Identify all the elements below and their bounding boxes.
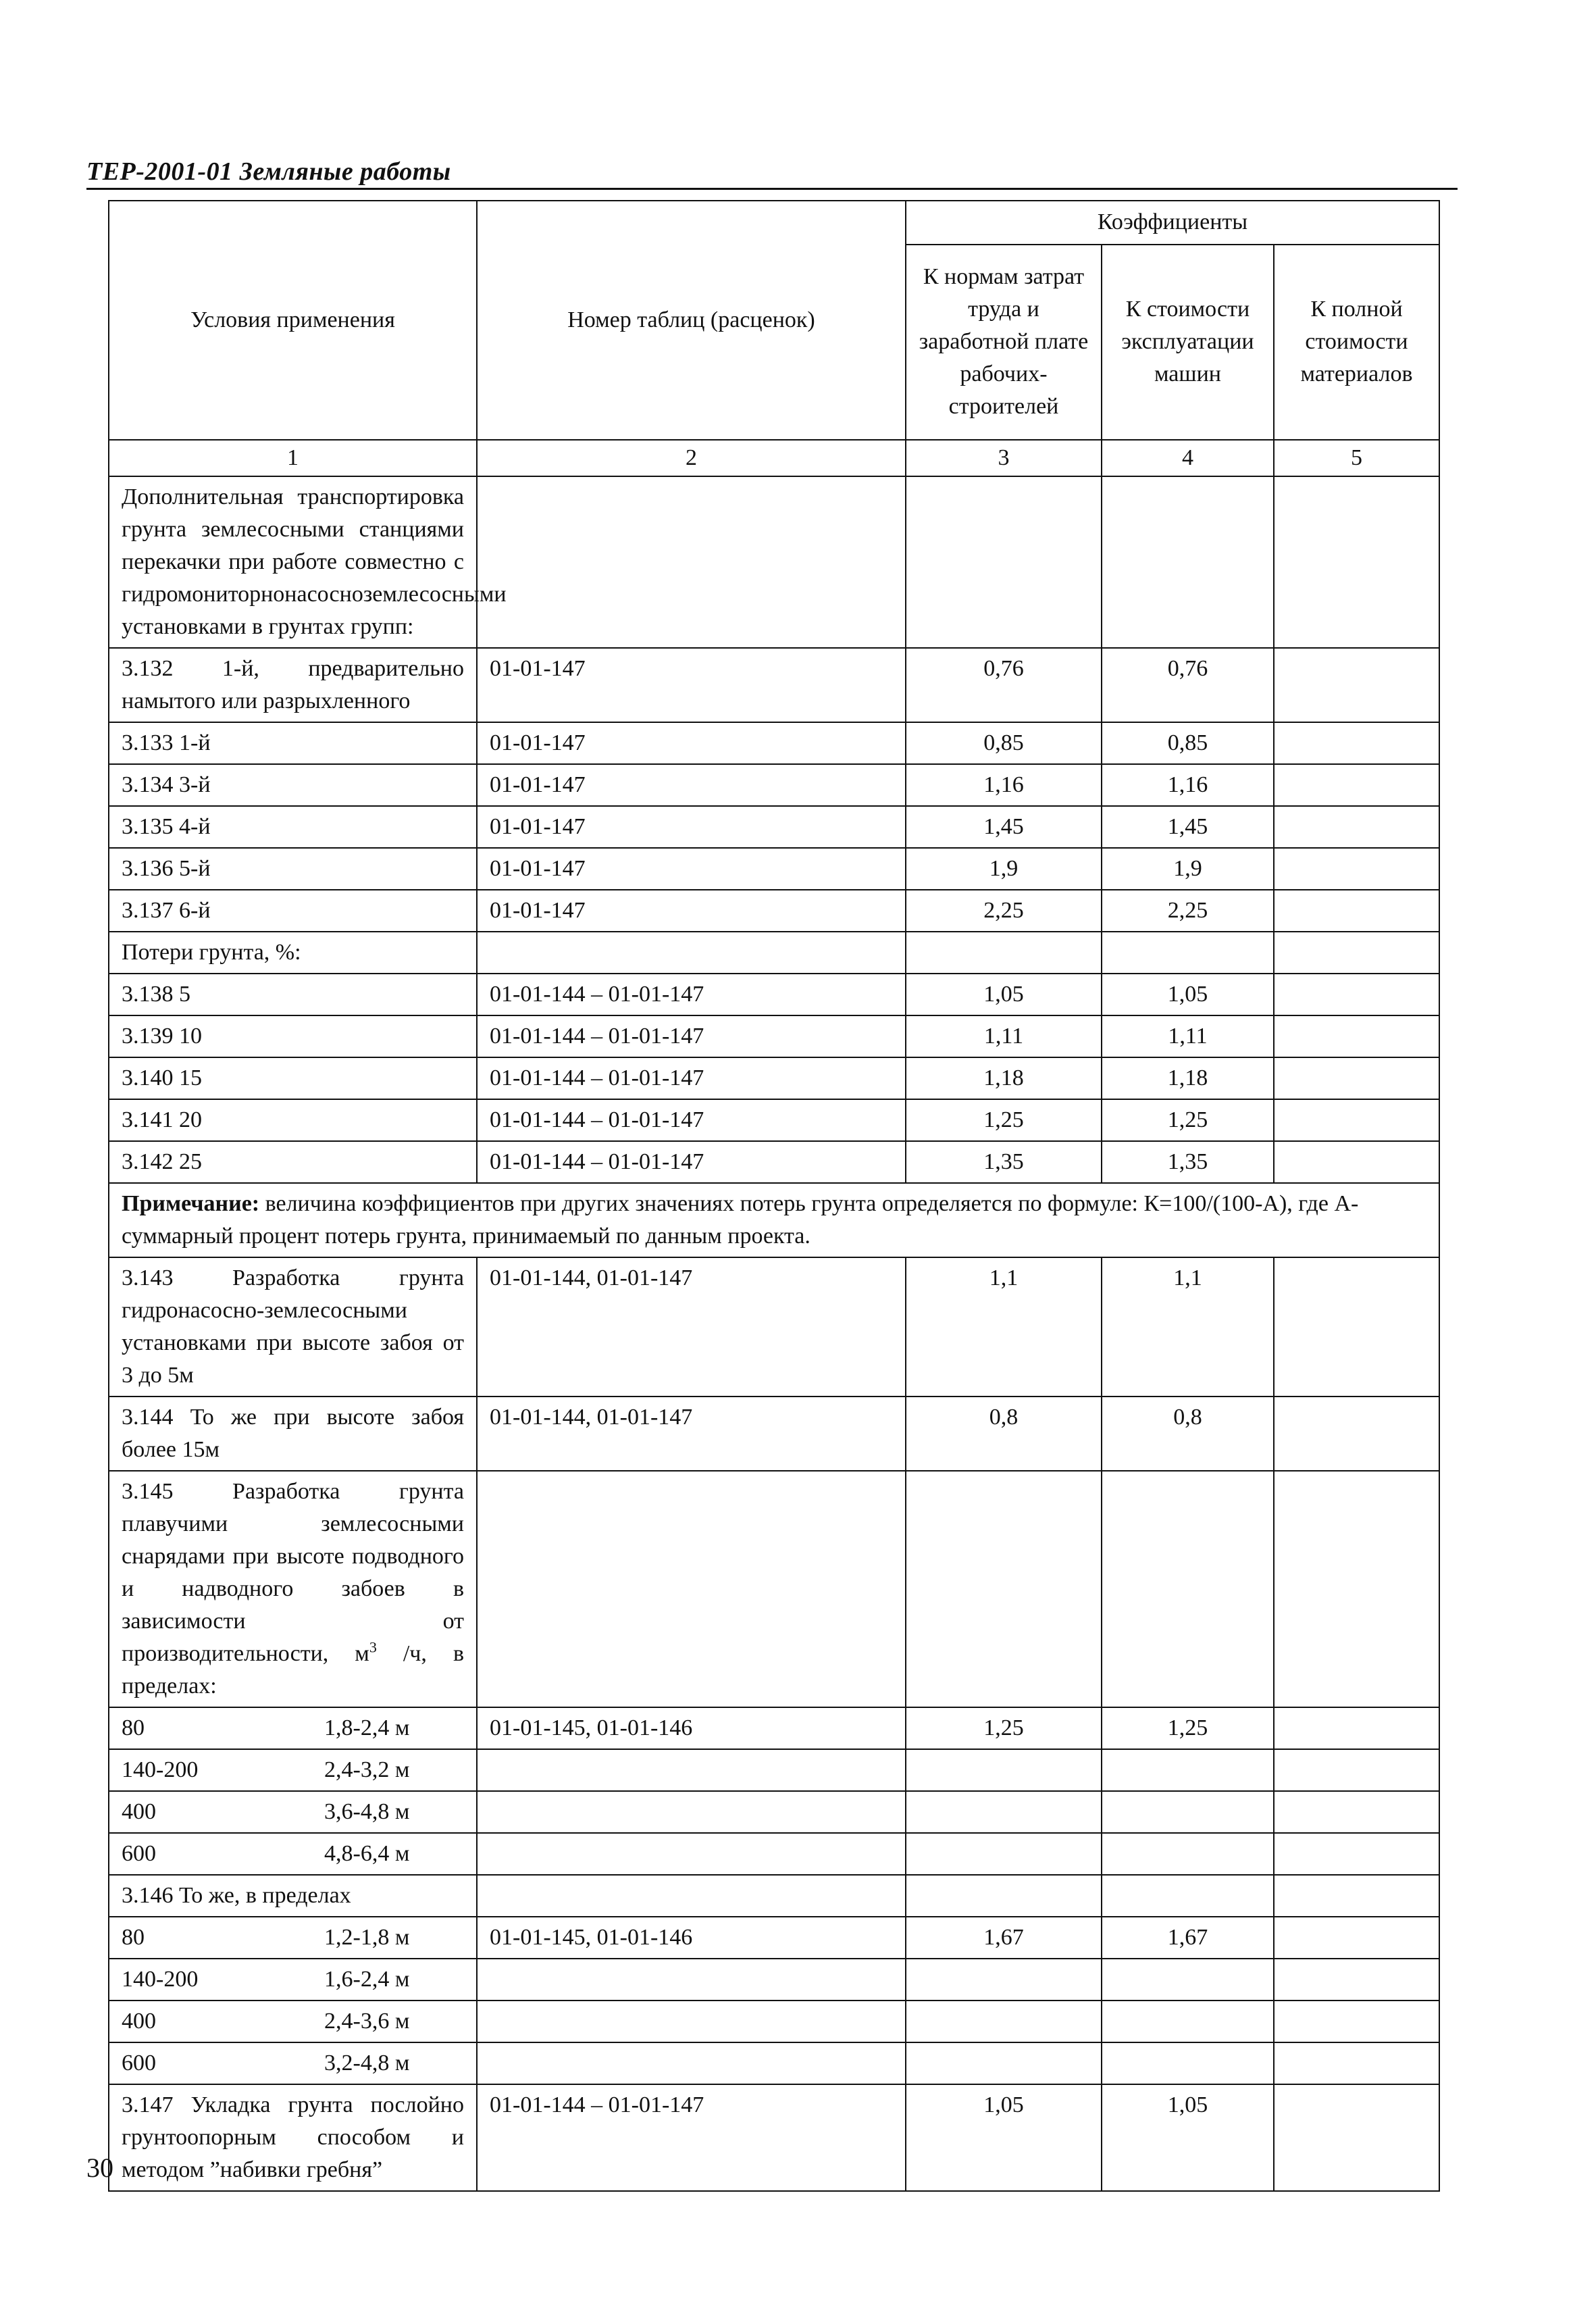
col-number: 5 [1274,440,1439,476]
table-number-cell: 01-01-144, 01-01-147 [477,1257,906,1397]
table-row [109,2084,1439,2191]
table-number-cell [477,932,906,974]
labor-coef-cell: 1,16 [906,764,1102,806]
table-row [109,974,1439,1015]
table-number-cell: 01-01-144 – 01-01-147 [477,1015,906,1057]
table-number-cell: 01-01-147 [477,764,906,806]
material-coef-cell [1274,1471,1439,1707]
height-range: 3,2-4,8 м [324,2051,410,2076]
machine-coef-cell: 1,11 [1102,1015,1274,1057]
condition-cell: Дополнительная транспортировка грунта землесосными станциями перекачки при работе совместно с гидромониторнонасосноземлесосными установками в грунтах групп: [109,476,477,648]
condition-cell [109,1791,477,1833]
material-coef-cell [1274,848,1439,890]
machine-coef-cell [1102,1959,1274,2001]
capacity-value: 400 [122,1799,156,1824]
header-row-top [109,201,1439,245]
table-row [109,1015,1439,1057]
machine-coef-cell: 1,05 [1102,2084,1274,2191]
material-coef-cell [1274,476,1439,648]
labor-coef-cell: 1,1 [906,1257,1102,1397]
table-number-cell [477,2001,906,2042]
table-number-cell: 01-01-144 – 01-01-147 [477,1099,906,1141]
capacity-value: 80 [122,1925,145,1950]
table-number-cell [477,1791,906,1833]
machine-coef-cell: 1,16 [1102,764,1274,806]
labor-coef-cell: 1,11 [906,1015,1102,1057]
note-row-cell [109,1183,1439,1257]
height-range: 3,6-4,8 м [324,1799,410,1824]
capacity-value: 140-200 [122,1967,199,1992]
table-row [109,2042,1439,2084]
labor-coef-cell: 1,05 [906,974,1102,1015]
condition-cell: 3.132 1-й, предварительно намытого или разрыхленного [109,648,477,722]
note-row [109,1183,1439,1257]
labor-coef-cell: 2,25 [906,890,1102,932]
condition-cell: 3.144 То же при высоте забоя более 15м [109,1397,477,1471]
table-number-cell: 01-01-144 – 01-01-147 [477,2084,906,2191]
condition-cell: 3.139 10 [109,1015,477,1057]
table-number-cell: 01-01-147 [477,848,906,890]
header-labor: К нормам затрат труда и заработной плате рабочих-строителей [906,245,1102,440]
machine-coef-cell [1102,932,1274,974]
table-number-cell: 01-01-147 [477,890,906,932]
coefficients-table [108,200,1440,2192]
labor-coef-cell: 1,35 [906,1141,1102,1183]
height-range: 2,4-3,2 м [324,1757,410,1782]
page-number: 30 [86,2153,113,2183]
machine-coef-cell: 0,76 [1102,648,1274,722]
condition-cell: 3.133 1-й [109,722,477,764]
note-label: Примечание: [122,1191,260,1216]
table-number-cell: 01-01-147 [477,722,906,764]
table-row [109,1749,1439,1791]
material-coef-cell [1274,1057,1439,1099]
table-row [109,2001,1439,2042]
machine-coef-cell: 1,35 [1102,1141,1274,1183]
condition-cell: Потери грунта, %: [109,932,477,974]
material-coef-cell [1274,2001,1439,2042]
machine-coef-cell [1102,1749,1274,1791]
material-coef-cell [1274,1959,1439,2001]
material-coef-cell [1274,1257,1439,1397]
labor-coef-cell [906,476,1102,648]
condition-cell [109,1833,477,1875]
table-row [109,648,1439,722]
height-range: 1,8-2,4 м [324,1715,410,1740]
height-range: 2,4-3,6 м [324,2009,410,2034]
table-number-cell [477,1749,906,1791]
table-row [109,890,1439,932]
material-coef-cell [1274,2084,1439,2191]
machine-coef-cell: 1,25 [1102,1099,1274,1141]
condition-cell [109,1707,477,1749]
table-number-cell [477,476,906,648]
condition-cell [109,1749,477,1791]
material-coef-cell [1274,1707,1439,1749]
table-number-cell [477,2042,906,2084]
labor-coef-cell [906,1959,1102,2001]
material-coef-cell [1274,974,1439,1015]
labor-coef-cell: 1,9 [906,848,1102,890]
machine-coef-cell: 0,8 [1102,1397,1274,1471]
capacity-value: 600 [122,1841,156,1866]
labor-coef-cell [906,932,1102,974]
table-row [109,1917,1439,1959]
header-table-number: Номер таблиц (расценок) [477,201,906,440]
machine-coef-cell: 1,05 [1102,974,1274,1015]
condition-cell: 3.138 5 [109,974,477,1015]
material-coef-cell [1274,2042,1439,2084]
height-range: 1,2-1,8 м [324,1925,410,1950]
table-number-cell [477,1959,906,2001]
material-coef-cell [1274,764,1439,806]
machine-coef-cell [1102,476,1274,648]
capacity-value: 400 [122,2009,156,2034]
condition-cell [109,1471,477,1707]
table-body [109,201,1439,2191]
material-coef-cell [1274,1099,1439,1141]
machine-coef-cell [1102,2042,1274,2084]
material-coef-cell [1274,1791,1439,1833]
header-coefficients: Коэффициенты [906,201,1439,245]
table-row [109,1057,1439,1099]
table-row [109,1833,1439,1875]
row-3145-text-b: /ч, в пределах: [122,1641,465,1699]
condition-cell [109,2001,477,2042]
material-coef-cell [1274,806,1439,848]
machine-coef-cell [1102,1471,1274,1707]
material-coef-cell [1274,1749,1439,1791]
labor-coef-cell [906,1791,1102,1833]
table-row [109,1257,1439,1397]
table-number-cell: 01-01-147 [477,806,906,848]
labor-coef-cell: 0,76 [906,648,1102,722]
condition-cell: 3.137 6-й [109,890,477,932]
condition-cell [109,2042,477,2084]
machine-coef-cell [1102,1791,1274,1833]
condition-cell: 3.134 3-й [109,764,477,806]
table-row [109,1099,1439,1141]
table-row [109,806,1439,848]
table-row [109,722,1439,764]
table-number-cell: 01-01-147 [477,648,906,722]
machine-coef-cell [1102,1833,1274,1875]
condition-cell: 3.136 5-й [109,848,477,890]
col-number: 3 [906,440,1102,476]
row-3145-superscript: 3 [369,1638,377,1656]
labor-coef-cell [906,1471,1102,1707]
col-number: 1 [109,440,477,476]
labor-coef-cell: 1,45 [906,806,1102,848]
material-coef-cell [1274,890,1439,932]
machine-coef-cell: 1,1 [1102,1257,1274,1397]
labor-coef-cell: 1,05 [906,2084,1102,2191]
machine-coef-cell: 1,67 [1102,1917,1274,1959]
material-coef-cell [1274,1141,1439,1183]
table-row [109,1875,1439,1917]
height-range: 1,6-2,4 м [324,1967,410,1992]
header-machines: К стоимости эксплуатации машин [1102,245,1274,440]
condition-cell: 3.146 То же, в пределах [109,1875,477,1917]
machine-coef-cell: 1,45 [1102,806,1274,848]
machine-coef-cell: 1,18 [1102,1057,1274,1099]
document-title: ТЕР-2001-01 Земляные работы [86,157,451,186]
capacity-value: 80 [122,1715,145,1740]
labor-coef-cell: 1,25 [906,1099,1102,1141]
column-number-row [109,440,1439,476]
col-number: 2 [477,440,906,476]
table-number-cell [477,1833,906,1875]
material-coef-cell [1274,648,1439,722]
table-row [109,848,1439,890]
capacity-value: 600 [122,2051,156,2076]
table-row [109,1141,1439,1183]
condition-cell: 3.143 Разработка грунта гидронасосно-землесосными установками при высоте забоя от 3 до 5м [109,1257,477,1397]
table-number-cell: 01-01-144 – 01-01-147 [477,1057,906,1099]
labor-coef-cell: 0,85 [906,722,1102,764]
condition-cell: 3.140 15 [109,1057,477,1099]
table-row [109,1791,1439,1833]
condition-cell: 3.135 4-й [109,806,477,848]
row-3145-text-a: 3.145 Разработка грунта плавучими землесосными снарядами при высоте подводного и надводного забоев в зависимости от производительности, м [122,1479,464,1666]
material-coef-cell [1274,1917,1439,1959]
page-header [86,154,1458,190]
material-coef-cell [1274,1397,1439,1471]
table-number-cell: 01-01-144 – 01-01-147 [477,974,906,1015]
labor-coef-cell [906,2001,1102,2042]
table-number-cell: 01-01-144, 01-01-147 [477,1397,906,1471]
labor-coef-cell [906,1833,1102,1875]
machine-coef-cell: 0,85 [1102,722,1274,764]
table-number-cell [477,1471,906,1707]
height-range: 4,8-6,4 м [324,1841,410,1866]
capacity-value: 140-200 [122,1757,199,1782]
header-materials: К полной стоимости материалов [1274,245,1439,440]
table-number-cell [477,1875,906,1917]
labor-coef-cell [906,1875,1102,1917]
table-row [109,1959,1439,2001]
condition-cell: 3.142 25 [109,1141,477,1183]
material-coef-cell [1274,1015,1439,1057]
machine-coef-cell [1102,1875,1274,1917]
header-conditions: Условия применения [109,201,477,440]
condition-cell [109,1917,477,1959]
labor-coef-cell: 0,8 [906,1397,1102,1471]
material-coef-cell [1274,722,1439,764]
table-row [109,476,1439,648]
table-number-cell: 01-01-145, 01-01-146 [477,1707,906,1749]
condition-cell [109,1959,477,2001]
machine-coef-cell: 2,25 [1102,890,1274,932]
machine-coef-cell: 1,9 [1102,848,1274,890]
material-coef-cell [1274,932,1439,974]
labor-coef-cell: 1,25 [906,1707,1102,1749]
labor-coef-cell [906,2042,1102,2084]
col-number: 4 [1102,440,1274,476]
condition-cell: 3.147 Укладка грунта послойно грунтоопорным способом и методом ”набивки гребня” [109,2084,477,2191]
condition-cell: 3.141 20 [109,1099,477,1141]
labor-coef-cell: 1,67 [906,1917,1102,1959]
machine-coef-cell [1102,2001,1274,2042]
machine-coef-cell: 1,25 [1102,1707,1274,1749]
table-row [109,932,1439,974]
labor-coef-cell [906,1749,1102,1791]
labor-coef-cell: 1,18 [906,1057,1102,1099]
table-row [109,1397,1439,1471]
table-number-cell: 01-01-144 – 01-01-147 [477,1141,906,1183]
table-row [109,1471,1439,1707]
note-text: величина коэффициентов при других значениях потерь грунта определяется по формуле: К=100/(100-А), где А-суммарный процент потерь грунта, принимаемый по данным проекта. [122,1191,1359,1249]
table-row [109,764,1439,806]
table-number-cell: 01-01-145, 01-01-146 [477,1917,906,1959]
material-coef-cell [1274,1875,1439,1917]
material-coef-cell [1274,1833,1439,1875]
table-row [109,1707,1439,1749]
